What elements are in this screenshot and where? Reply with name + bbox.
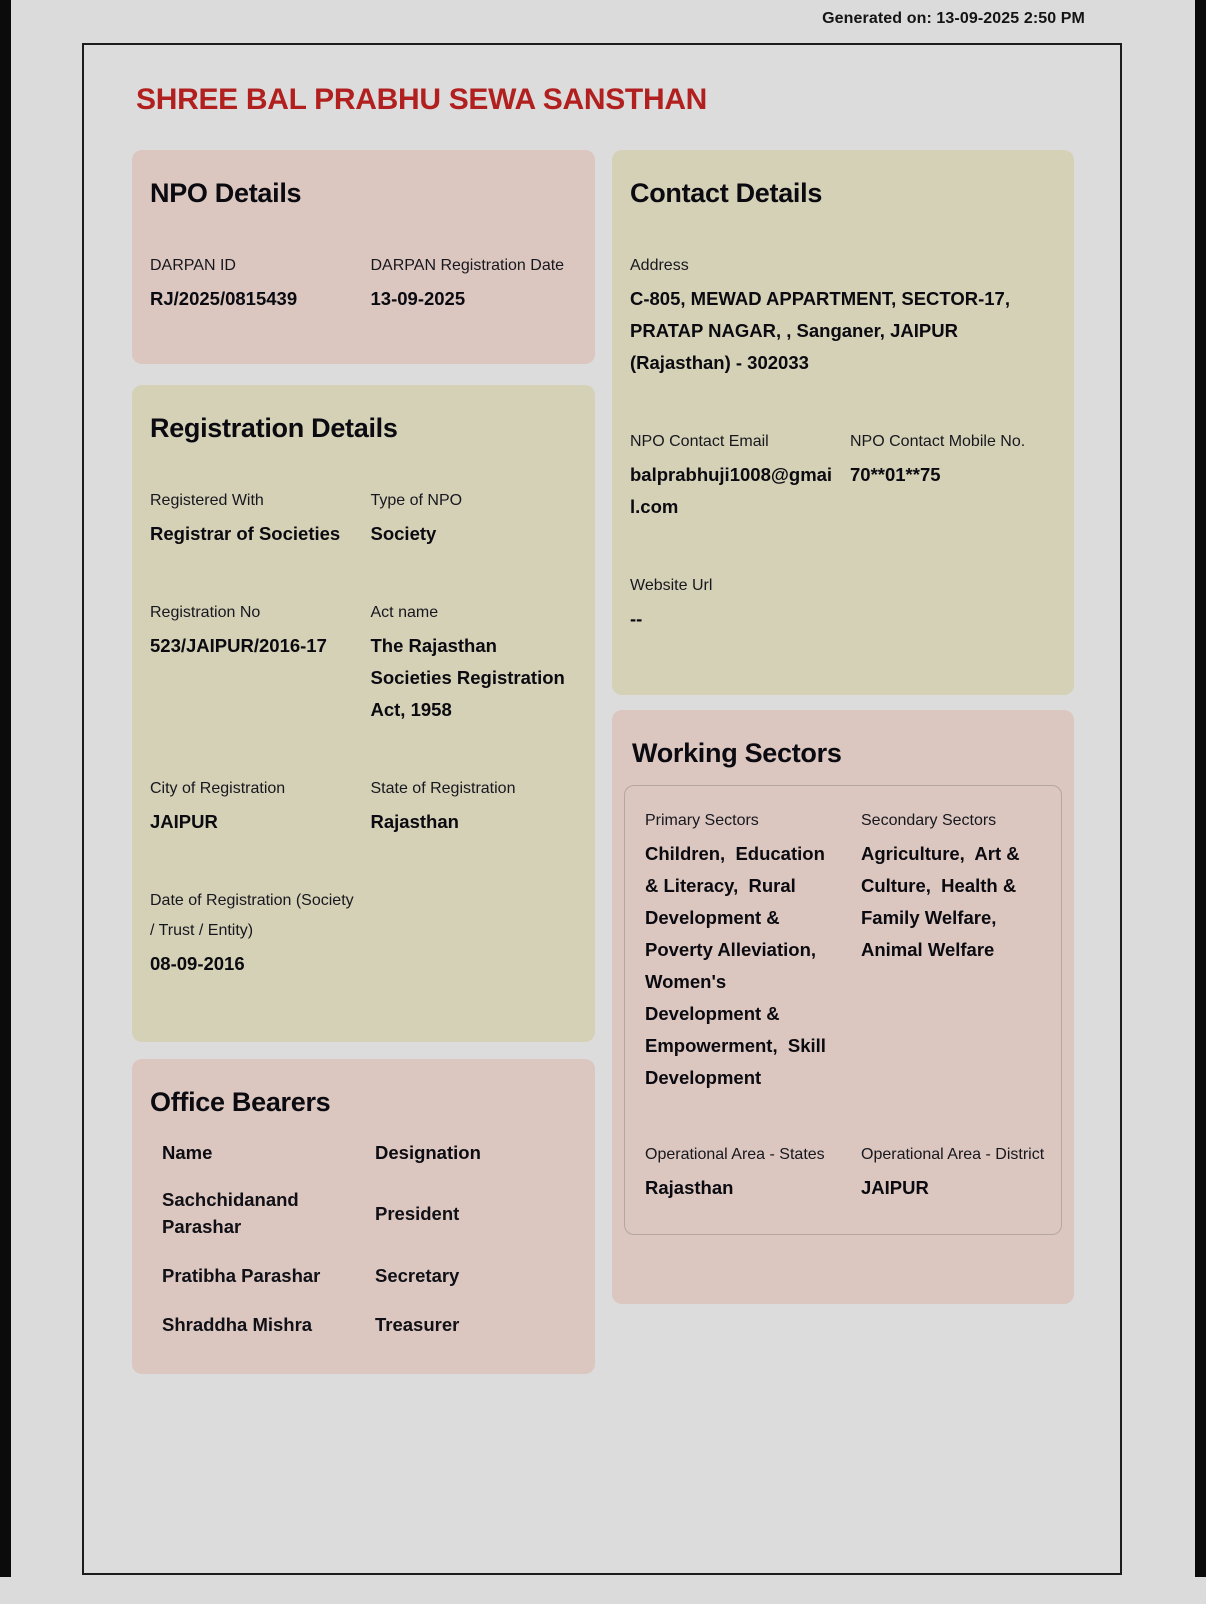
- npo-contact-mobile-field: [850, 427, 1056, 523]
- bearer-name: Pratibha Parashar: [162, 1265, 321, 1286]
- type-of-npo-field: [371, 486, 578, 550]
- bearer-designation: Secretary: [375, 1265, 460, 1286]
- bearer-name: Sachchidanand Parashar: [162, 1189, 299, 1237]
- npo-details-fields: [150, 251, 577, 315]
- city-of-registration-field: [150, 774, 357, 838]
- registration-details-card: [132, 385, 595, 1042]
- state-of-registration-label: State of Registration: [370, 780, 516, 797]
- npo-contact-email-value: balprabhuji1008@gmail.com: [630, 464, 833, 517]
- office-bearers-heading: Office Bearers: [150, 1087, 331, 1117]
- website-url-value: --: [630, 608, 643, 629]
- page-title: SHREE BAL PRABHU SEWA SANSTHAN: [136, 83, 708, 116]
- darpan-id-value: RJ/2025/0815439: [150, 288, 298, 309]
- darpan-reg-date-value: 13-09-2025: [370, 288, 466, 309]
- working-sectors-inner-box: [624, 785, 1062, 1235]
- registration-details-fields: [150, 486, 577, 980]
- generated-on-timestamp: Generated on: 13-09-2025 2:50 PM: [822, 10, 1085, 27]
- document-page: [82, 43, 1122, 1575]
- npo-contact-mobile-value: 70**01**75: [850, 464, 941, 485]
- registration-details-heading: Registration Details: [150, 413, 398, 443]
- city-of-registration-value: JAIPUR: [150, 811, 218, 832]
- type-of-npo-label: Type of NPO: [370, 492, 463, 509]
- left-edge-bar: [0, 0, 11, 1577]
- npo-contact-email-field: [630, 427, 836, 523]
- darpan-reg-date-label: DARPAN Registration Date: [370, 257, 565, 274]
- npo-details-heading: NPO Details: [150, 178, 302, 208]
- working-sectors-heading: Working Sectors: [632, 738, 842, 768]
- state-of-registration-value: Rajasthan: [370, 811, 459, 832]
- secondary-sectors-field: [849, 806, 1053, 1094]
- secondary-sectors-label: Secondary Sectors: [861, 812, 997, 829]
- operational-area-district-label: Operational Area - District: [861, 1146, 1045, 1163]
- npo-contact-email-label: NPO Contact Email: [630, 433, 769, 450]
- website-url-field: [630, 571, 836, 635]
- office-bearers-table: [162, 1142, 577, 1338]
- type-of-npo-value: Society: [370, 523, 437, 544]
- date-of-registration-field: [150, 886, 357, 980]
- registration-no-label: Registration No: [150, 604, 261, 621]
- npo-contact-mobile-label: NPO Contact Mobile No.: [850, 433, 1026, 450]
- column-header-name: Name: [162, 1142, 213, 1163]
- darpan-id-label: DARPAN ID: [150, 257, 236, 274]
- right-edge-bar: [1195, 0, 1206, 1577]
- address-field: [630, 251, 1056, 379]
- registration-no-value: 523/JAIPUR/2016-17: [150, 635, 327, 656]
- act-name-field: [371, 598, 578, 726]
- contact-details-heading: Contact Details: [630, 178, 823, 208]
- address-value: C-805, MEWAD APPARTMENT, SECTOR-17, PRATAP NAGAR, , Sanganer, JAIPUR (Rajasthan) - 302033: [630, 288, 1010, 373]
- darpan-reg-date-field: [371, 251, 578, 315]
- bearer-name: Shraddha Mishra: [162, 1314, 313, 1335]
- operational-area-states-label: Operational Area - States: [645, 1146, 825, 1163]
- registration-no-field: [150, 598, 357, 726]
- state-of-registration-field: [371, 774, 578, 838]
- npo-details-card: [132, 150, 595, 364]
- operational-area-district-field: [849, 1140, 1053, 1204]
- operational-area-district-value: JAIPUR: [861, 1177, 929, 1198]
- primary-sectors-label: Primary Sectors: [645, 812, 759, 829]
- registered-with-value: Registrar of Societies: [150, 523, 341, 544]
- darpan-id-field: [150, 251, 357, 315]
- working-sectors-card: [612, 710, 1074, 1304]
- operational-area-states-field: [633, 1140, 837, 1204]
- contact-details-card: [612, 150, 1074, 695]
- operational-area-states-value: Rajasthan: [645, 1177, 734, 1198]
- date-of-registration-label: Date of Registration (Society / Trust / Entity): [150, 892, 354, 939]
- registered-with-label: Registered With: [150, 492, 264, 509]
- contact-details-fields: [630, 251, 1056, 635]
- office-bearers-card: [132, 1059, 595, 1374]
- primary-sectors-field: [633, 806, 837, 1094]
- secondary-sectors-value: Agriculture, Art & Culture, Health & Family Welfare, Animal Welfare: [861, 843, 1025, 960]
- website-url-label: Website Url: [630, 577, 713, 594]
- city-of-registration-label: City of Registration: [150, 780, 286, 797]
- date-of-registration-value: 08-09-2016: [150, 953, 245, 974]
- registered-with-field: [150, 486, 357, 550]
- bearer-designation: President: [375, 1202, 460, 1224]
- primary-sectors-value: Children, Education & Literacy, Rural Development & Poverty Alleviation, Women's Development & Empowerment, Skill Development: [645, 843, 832, 1088]
- act-name-label: Act name: [370, 604, 439, 621]
- bearer-designation: Treasurer: [375, 1314, 460, 1335]
- act-name-value: The Rajasthan Societies Registration Act, 1958: [370, 635, 565, 720]
- column-header-designation: Designation: [375, 1142, 481, 1163]
- address-label: Address: [630, 257, 689, 274]
